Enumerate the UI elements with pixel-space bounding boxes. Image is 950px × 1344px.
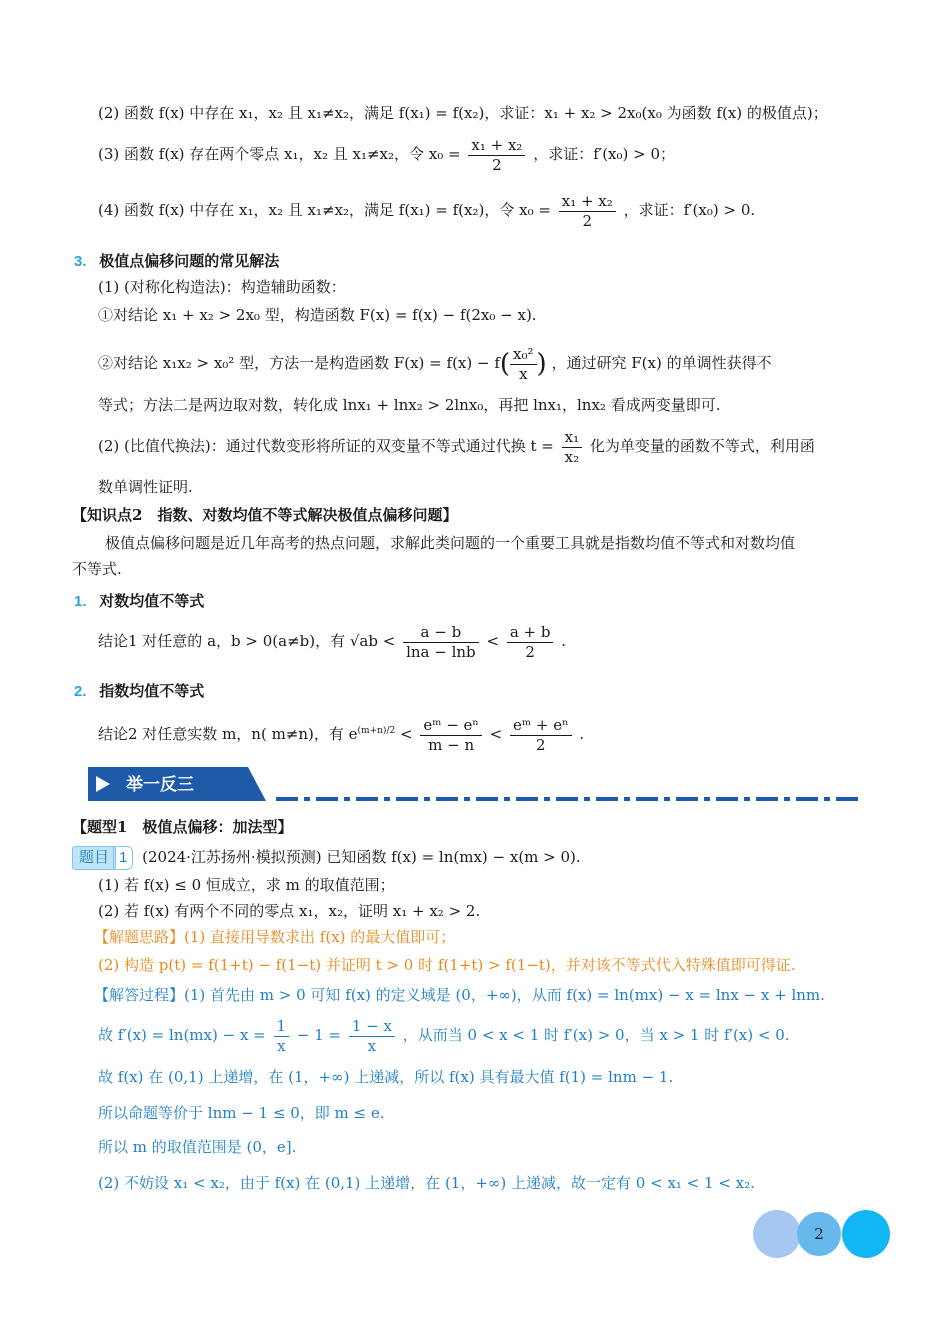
kp2-intro-line1: 极值点偏移问题是近几年高考的热点问题，求解此类问题的一个重要工具就是指数均值不等式和对数均值 [105,534,796,552]
method-2: (2) (比值代换法)：通过代数变形将所证的双变量不等式通过代换 t = $\frac{\text{x₁}}{\text{x₂}}$ 化为单变量的函数不等式，利用函 [98,427,815,466]
condition-4: (4) 函数 f(x) 中存在 x₁，x₂ 且 x₁≠x₂，满足 f(x₁) = f(x₂)，令 x₀ = $\frac{\text{x₁ + x₂}}{2}$ ，求证：f′(x₀) > 0. [98,191,756,230]
problem-tag: 题目 [72,846,116,870]
conclusion-2: ②对结论 x₁x₂ > x₀² 型，方法一是构造函数 F(x) = f(x) − f( $\frac{\text{x₀²}}{x}$ ) ，通过研究 F(x) 的单调性获得不 [98,344,772,383]
fraction: $\frac{1}{x}$ [274,1017,290,1056]
condition-3: (3) 函数 f(x) 存在两个零点 x₁，x₂ 且 x₁≠x₂，令 x₀ = $\frac{\text{x₁ + x₂}}{2}$ ，求证：f′(x₀) > 0； [98,135,676,174]
conclusion-2-cont: 等式；方法二是两边取对数，转化成 lnx₁ + lnx₂ > 2lnx₀，再把 lnx₁，lnx₂ 看成两变量即可. [98,396,721,414]
knowledge-point-2-title: 【知识点2 指数、对数均值不等式解决极值点偏移问题】 [72,506,458,524]
page-number: 2 [797,1212,841,1256]
method-1: (1) (对称化构造法)：构造辅助函数： [98,278,346,296]
solution-step-2: 故 f′(x) = ln(mx) − x = $\frac{1}{x}$ − 1 = $\frac{1 - x}{x}$ ，从而当 0 < x < 1 时 f′(x) > 0，当 x > 1 时 f′(x) < 0. [98,1016,790,1055]
question-type-1-title: 【题型1 极值点偏移：加法型】 [72,818,293,836]
fraction: $\frac{\text{x₁ + x₂}}{2}$ [559,192,616,231]
exp-mean-inequality: 结论2 对任意实数 m，n( m≠n)，有 $e^{(m+n)/2}$ < $\frac{\text{eᵐ − eⁿ}}{m - n}$ < $\frac{\text{eᵐ + eⁿ}}{2}$ . [98,715,585,754]
fraction: $\frac{1 - x}{x}$ [349,1017,395,1056]
solution-step-1: 【解答过程】(1) 首先由 m > 0 可知 f(x) 的定义域是 (0，+∞)，从而 f(x) = ln(mx) − x = lnx − x + lnm. [94,986,825,1004]
subsection-2-heading: 2. 指数均值不等式 [74,682,205,700]
method-2-cont: 数单调性证明. [98,478,193,496]
conclusion-1: ①对结论 x₁ + x₂ > 2x₀ 型，构造函数 F(x) = f(x) − f(2x₀ − x). [98,306,537,324]
footer-decoration-left [753,1210,801,1258]
solution-step-3: 故 f(x) 在 (0,1) 上递增，在 (1，+∞) 上递减，所以 f(x) 具有最大值 f(1) = lnm − 1. [98,1068,674,1086]
fraction: $\frac{\text{eᵐ + eⁿ}}{2}$ [510,716,572,755]
question-2: (2) 若 f(x) 有两个不同的零点 x₁，x₂，证明 x₁ + x₂ > 2. [98,902,481,920]
solution-step-6: (2) 不妨设 x₁ < x₂，由于 f(x) 在 (0,1) 上递增，在 (1，+∞) 上递减，故一定有 0 < x₁ < 1 < x₂. [98,1174,755,1192]
fraction: $\frac{a - b}{\ln a - \ln b}$ [403,623,479,662]
subsection-1-heading: 1. 对数均值不等式 [74,592,205,610]
practice-banner [88,767,266,801]
fraction: $\frac{\text{eᵐ − eⁿ}}{m - n}$ [420,716,482,755]
solution-idea-1: 【解题思路】(1) 直接用导数求出 f(x) 的最大值即可； [94,928,456,946]
fraction: $\frac{\text{x₀²}}{x}$ [510,345,537,384]
condition-2: (2) 函数 f(x) 中存在 x₁，x₂ 且 x₁≠x₂，满足 f(x₁) = f(x₂)，求证：x₁ + x₂ > 2x₀(x₀ 为函数 f(x) 的极值点)； [98,104,828,122]
solution-idea-2: (2) 构造 p(t) = f(1+t) − f(1−t) 并证明 t > 0 时 f(1+t) > f(1−t)，并对该不等式代入特殊值即可得证. [98,956,796,974]
problem-1-stem: 题目 1 (2024·江苏扬州·模拟预测) 已知函数 f(x) = ln(mx) − x(m > 0). [72,846,581,870]
fraction: $\frac{a + b}{2}$ [507,623,554,662]
problem-number: 1 [113,846,133,870]
log-mean-inequality: 结论1 对任意的 a，b > 0(a≠b)，有 √ab < $\frac{a - b}{\ln a - \ln b}$ < $\frac{a + b}{2}$ . [98,622,567,661]
banner-label: 举一反三 [126,775,194,794]
fraction: $\frac{\text{x₁ + x₂}}{2}$ [468,136,525,175]
fraction: $\frac{\text{x₁}}{\text{x₂}}$ [562,428,582,467]
solution-step-4: 所以命题等价于 lnm − 1 ≤ 0，即 m ≤ e. [98,1104,385,1122]
question-1: (1) 若 f(x) ≤ 0 恒成立，求 m 的取值范围； [98,876,395,894]
footer-decoration-right [842,1210,890,1258]
solution-step-5: 所以 m 的取值范围是 (0，e]. [98,1138,297,1156]
dashed-divider [276,797,862,801]
section-3-heading: 3. 极值点偏移问题的常见解法 [74,252,280,270]
kp2-intro-line2: 不等式. [72,560,122,578]
